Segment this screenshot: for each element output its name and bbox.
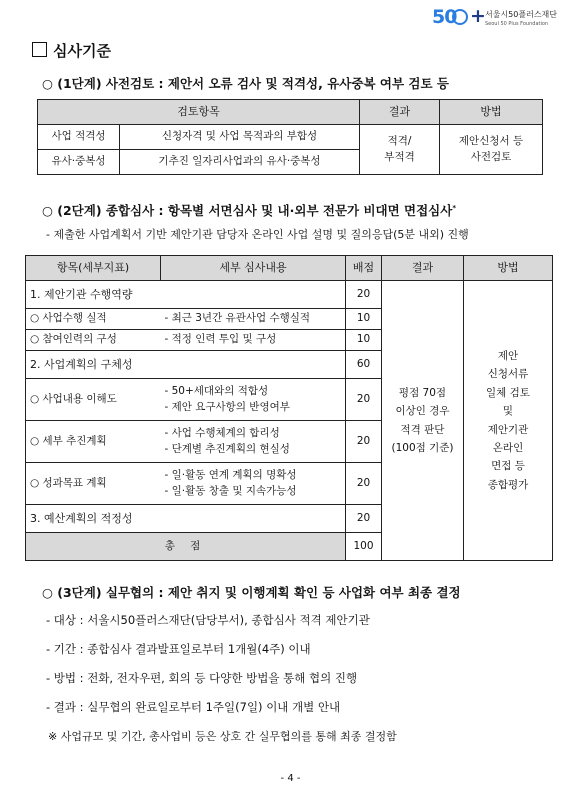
- table-cell: 3. 예산계획의 적정성: [26, 505, 346, 533]
- table-cell: 20: [346, 421, 382, 463]
- stage3-item-result: - 결과 : 실무협의 완료일로부터 1주일(7일) 이내 개별 안내: [46, 700, 341, 714]
- table-cell: - 사업 수행체계의 합리성 - 단계별 추진계획의 현실성: [161, 421, 346, 463]
- table-header: 결과: [360, 100, 440, 125]
- table-cell: - 50+세대와의 적합성 - 제안 요구사항의 반영여부: [161, 379, 346, 421]
- stage1-table: [37, 99, 543, 175]
- table-cell: 60: [346, 351, 382, 379]
- table-header: 항목(세부지표): [26, 256, 161, 281]
- stage2-note: - 제출한 사업계획서 기반 제안기관 담당자 온라인 사업 설명 및 질의응답(5분 내외) 진행: [46, 228, 469, 241]
- table-cell: 20: [346, 281, 382, 309]
- foundation-logo: [432, 6, 572, 32]
- logo-org-ko: 서울시50플러스재단: [485, 10, 558, 19]
- table-cell: 10: [346, 309, 382, 330]
- stage2-heading: ○ (2단계) 종합심사 : 항목별 서면심사 및 내·외부 전문가 비대면 면접심사*: [42, 203, 456, 218]
- table-header: 방법: [440, 100, 543, 125]
- table-cell: 1. 제안기관 수행역량: [26, 281, 346, 309]
- table-header: 배점: [346, 256, 382, 281]
- table-cell: 신청자격 및 사업 목적과의 부합성: [120, 125, 360, 150]
- total-score: 100: [346, 533, 382, 561]
- table-cell: 제안신청서 등 사전검토: [440, 125, 543, 175]
- stage3-item-method: - 방법 : 전화, 전자우편, 회의 등 다양한 방법을 통해 협의 진행: [46, 671, 358, 685]
- table-cell: ○ 성과목표 계획: [26, 463, 161, 505]
- table-cell: 10: [346, 330, 382, 351]
- table-cell: - 최근 3년간 유관사업 수행실적: [161, 309, 346, 330]
- stage3-heading: ○ (3단계) 실무협의 : 제안 취지 및 이행계획 확인 등 사업화 여부 최종 결정: [42, 585, 461, 600]
- checkbox-square-icon: [32, 42, 47, 57]
- logo-org-en: Seoul 50 Plus Foundation: [485, 21, 549, 27]
- table-cell: ○ 사업내용 이해도: [26, 379, 161, 421]
- total-label: 총 점: [26, 533, 346, 561]
- table-cell: 적격/ 부적격: [360, 125, 440, 175]
- table-cell: 기추진 일자리사업과의 유사·중복성: [120, 150, 360, 175]
- table-cell: ○ 사업수행 실적: [26, 309, 161, 330]
- table-cell: ○ 세부 추진계획: [26, 421, 161, 463]
- stage2-table: [25, 255, 553, 561]
- table-cell: 20: [346, 505, 382, 533]
- table-header: 세부 심사내용: [161, 256, 346, 281]
- logo-number: 50: [432, 6, 457, 28]
- table-header: 결과: [382, 256, 464, 281]
- section-title: 심사기준: [32, 40, 111, 61]
- table-cell: 2. 사업계획의 구체성: [26, 351, 346, 379]
- table-cell: 유사·중복성: [38, 150, 120, 175]
- table-cell: - 적정 인력 투입 및 구성: [161, 330, 346, 351]
- table-header: 검토항목: [38, 100, 360, 125]
- stage1-heading: ○ (1단계) 사전검토 : 제안서 오류 검사 및 적격성, 유사중복 여부 검토 등: [42, 76, 449, 91]
- stage3-item-target: - 대상 : 서울시50플러스재단(담당부서), 종합심사 적격 제안기관: [46, 613, 370, 627]
- logo-circle-icon: [452, 9, 468, 25]
- stage3-item-period: - 기간 : 종합심사 결과발표일로부터 1개월(4주) 이내: [46, 642, 311, 656]
- table-cell: - 일·활동 연계 계획의 명확성 - 일·활동 창출 및 지속가능성: [161, 463, 346, 505]
- table-header: 방법: [464, 256, 553, 281]
- table-cell: 사업 적격성: [38, 125, 120, 150]
- logo-plus: +: [470, 5, 486, 27]
- page-number: - 4 -: [280, 773, 301, 784]
- table-cell: 제안 신청서류 일체 검토 및 제안기관 온라인 면접 등 종합평가: [464, 281, 553, 561]
- table-cell: 평점 70점 이상인 경우 적격 판단 (100점 기준): [382, 281, 464, 561]
- table-cell: ○ 참여인력의 구성: [26, 330, 161, 351]
- table-cell: 20: [346, 379, 382, 421]
- stage3-note: ※ 사업규모 및 기간, 총사업비 등은 상호 간 실무협의를 통해 최종 결정함: [48, 730, 397, 743]
- table-cell: 20: [346, 463, 382, 505]
